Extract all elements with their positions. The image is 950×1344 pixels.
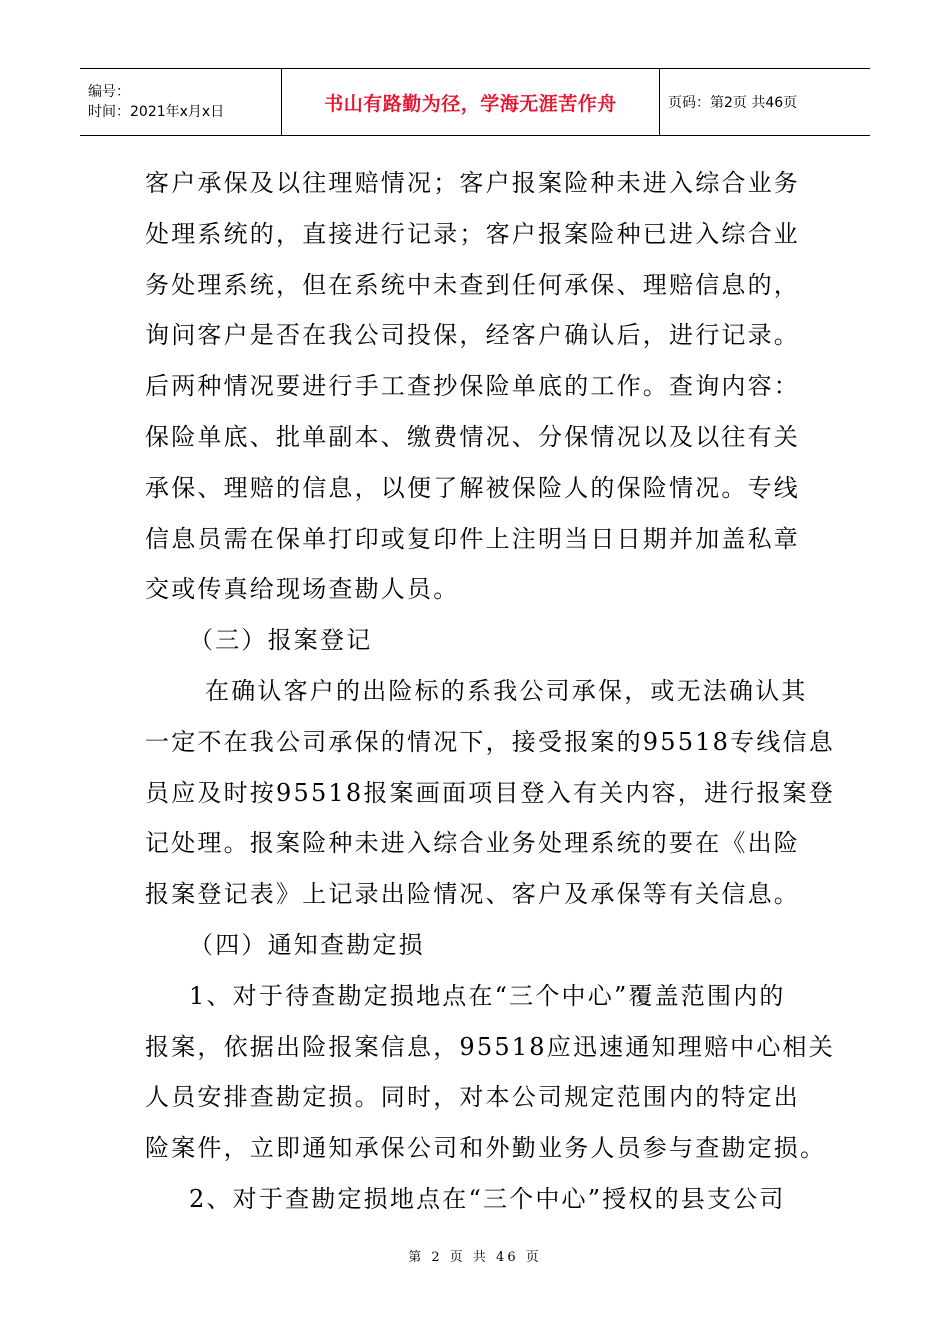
document-number-label: 编号： [88,84,130,100]
text-line: 员应及时按95518报案画面项目登入有关内容，进行报案登 [145,778,835,807]
text-line: 处理系统的，直接进行记录；客户报案险种已进入综合业 [145,219,800,248]
header-info [80,69,282,135]
document-time-label: 时间：2021年x月x日 [88,104,225,120]
footer-page-number: 第 2 页 共 46 页 [408,1250,542,1265]
header-page-info [660,69,870,135]
body-text [145,158,835,1225]
text-line: 报案，依据出险报案信息，95518应迅速通知理赔中心相关 [145,1032,835,1061]
text-line: 险案件，立即通知承保公司和外勤业务人员参与查勘定损。 [145,1134,827,1163]
text-line: 务处理系统，但在系统中未查到任何承保、理赔信息的， [145,270,800,299]
header-motto [282,69,660,135]
text-line: 信息员需在保单打印或复印件上注明当日日期并加盖私章 [145,524,800,553]
text-line: 人员安排查勘定损。同时，对本公司规定范围内的特定出 [145,1083,800,1112]
text-line: 1、对于待查勘定损地点在“三个中心”覆盖范围内的 [189,981,786,1010]
text-line: 报案登记表》上记录出险情况、客户及承保等有关信息。 [145,880,800,909]
text-line: 保险单底、批单副本、缴费情况、分保情况以及以往有关 [145,422,800,451]
text-line: 在确认客户的出险标的系我公司承保，或无法确认其 [205,676,808,705]
text-line: 交或传真给现场查勘人员。 [145,575,460,604]
header-page-label: 页码：第2页 共46页 [668,95,798,111]
text-line: 2、对于查勘定损地点在“三个中心”授权的县支公司 [189,1184,786,1213]
motto-text: 书山有路勤为径，学海无涯苦作舟 [324,92,617,115]
page-header [80,68,870,136]
section-heading-4: （四）通知查勘定损 [189,930,425,959]
text-line: 后两种情况要进行手工查抄保险单底的工作。查询内容： [145,372,800,401]
text-line: 询问客户是否在我公司投保，经客户确认后，进行记录。 [145,321,800,350]
text-line: 客户承保及以往理赔情况；客户报案险种未进入综合业务 [145,169,800,197]
page-footer [0,1246,950,1265]
text-line: 一定不在我公司承保的情况下，接受报案的95518专线信息 [145,727,835,756]
section-heading-3: （三）报案登记 [189,626,373,655]
text-line: 承保、理赔的信息，以便了解被保险人的保险情况。专线 [145,473,800,502]
text-line: 记处理。报案险种未进入综合业务处理系统的要在《出险 [145,829,800,858]
